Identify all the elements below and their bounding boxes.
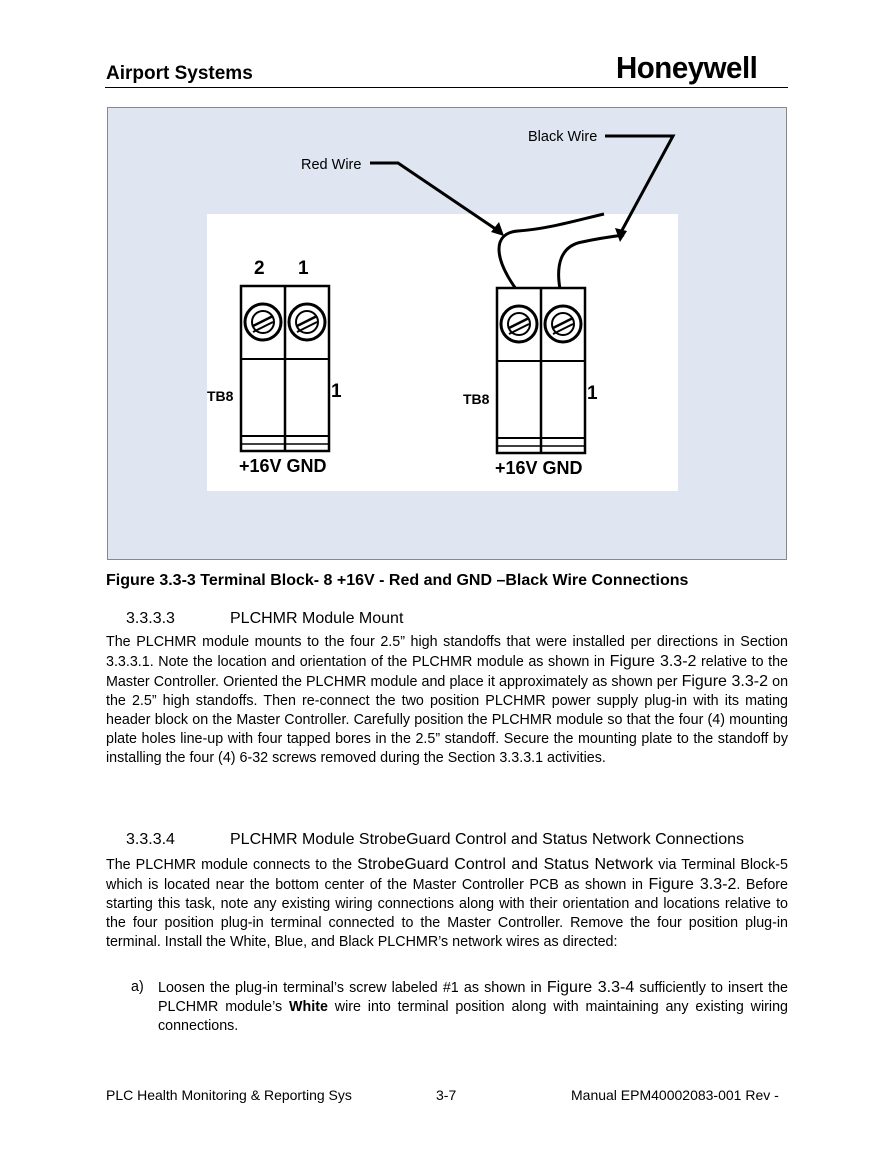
figure-caption: Figure 3.3-3 Terminal Block- 8 +16V - Red and GND –Black Wire Connections [106,572,689,589]
figure-reference: Figure 3.3-2 [681,673,768,690]
section-heading-3334 [126,831,744,849]
text-run: on the 2.5” high standoffs. Then re-connect the two position PLCHMR power supply plug-in with its mating header block on the Master Controller. Carefully position the PLCHMR module so that the four (4) mounting plate holes line-up with four tapped bores in the 2.5” standoff. Secure the mounting plate to the standoff by installing the four (4) 6-32 screws removed during the Section 3.3.3.1 activities. [106,674,789,766]
terminal-block-diagram [108,108,786,559]
terminal-number-1: 1 [298,258,309,279]
figure-terminal-block [107,107,787,560]
header-divider [105,87,788,88]
red-wire-label: Red Wire [301,157,362,173]
bottom-labels-right: +16V GND [495,458,583,478]
text-run: sufficiently to insert the PLCHMR module’s [158,980,789,1015]
figure-reference: Figure 3.3-4 [546,979,635,996]
section-title: PLCHMR Module Mount [230,610,404,627]
section-title: PLCHMR Module StrobeGuard Control and Status Network Connections [230,831,745,848]
text-run: . Before starting this task, note any existing wiring connections along with their orientation and locations relative to the four position plug-in terminal connected to the Master Controller. Remove the four position plug-in terminal. Install the White, Blue, and Black PLCHMR’s network wires as directed: [106,877,788,950]
text-run: The PLCHMR module connects to the [106,857,358,873]
text-run: Loosen the plug-in terminal’s screw labeled #1 as shown in [158,980,547,996]
paragraph-network-connections [106,855,788,952]
footer-right: Manual EPM40002083-001 Rev - [571,1087,779,1103]
figure-reference: Figure 3.3-2 [609,653,697,670]
section-number: 3.3.3.3 [126,610,175,627]
list-item-a [131,978,788,1036]
header-section-title: Airport Systems [106,63,253,84]
figure-reference: Figure 3.3-2 [648,876,737,893]
section-number: 3.3.3.4 [126,831,175,848]
honeywell-logo: Honeywell [616,50,758,85]
list-item-body [158,978,788,1036]
section-heading-3333 [126,610,403,628]
network-reference: StrobeGuard Control and Status Network [357,856,654,873]
black-wire-label: Black Wire [528,129,598,145]
footer-page-number: 3-7 [436,1087,457,1103]
text-run: The PLCHMR module mounts to the four 2.5” high standoffs that were installed per directions in Section 3.3.3.1. Note the location and orientation of the PLCHMR module as shown in [106,634,788,670]
terminal-number-2: 2 [254,258,265,279]
pin-1-label-left: 1 [331,381,342,402]
paragraph-module-mount [106,633,788,768]
tb8-label-right: TB8 [463,391,490,407]
tb8-label-left: TB8 [207,388,234,404]
pin-1-label-right: 1 [587,383,598,404]
bottom-labels-left: +16V GND [239,456,327,476]
footer-left: PLC Health Monitoring & Reporting Sys [106,1087,352,1103]
text-run: via Terminal Block-5 which is located near the bottom center of the Master Controller PCB as shown in [106,857,788,893]
bold-wire-color: White [289,999,328,1015]
text-run: wire into terminal position along with maintaining any existing wiring connections. [158,999,788,1034]
list-marker: a) [131,979,144,995]
text-run: relative to the Master Controller. Oriented the PLCHMR module and place it approximately as shown per [106,654,789,690]
